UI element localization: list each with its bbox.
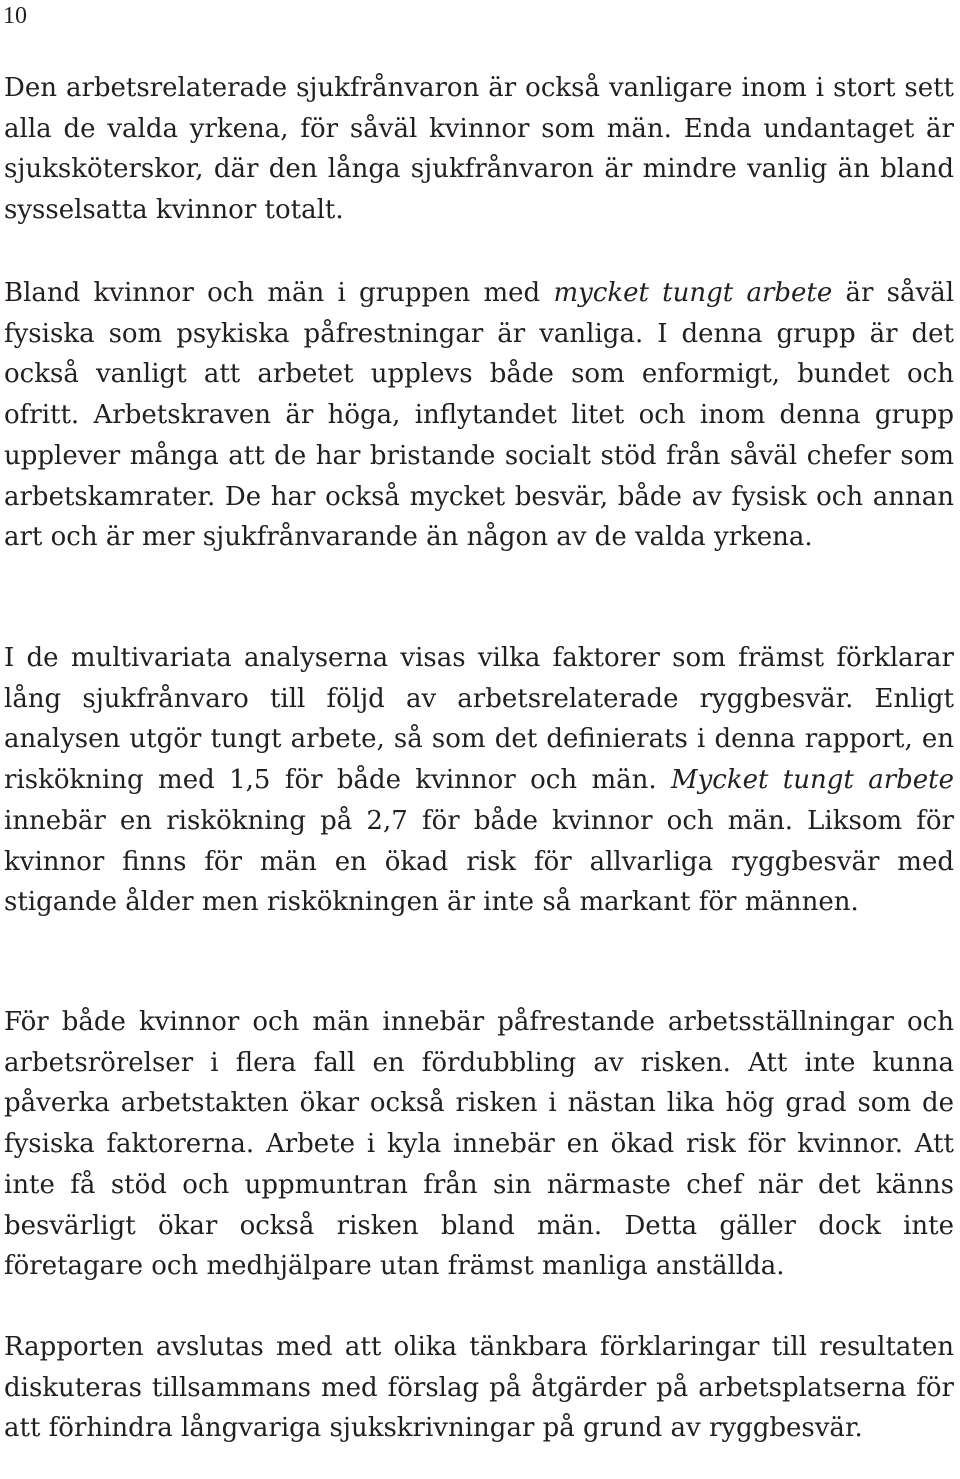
paragraph-1-text: Den arbetsrelaterade sjukfrånvaron är också vanligare inom i stort sett alla de valda yrkena, för såväl kvinnor som män. Enda undantaget är sjuksköterskor, där den långa sjukfrånvaron är mindre vanlig än bland sysselsatta kvinnor totalt. <box>4 73 954 226</box>
paragraph-4-text: För både kvinnor och män innebär påfrestande arbetsställningar och arbetsrörelser i flera fall en fördubbling av risken. Att inte kunna påverka arbetstakten ökar också risken i nästan lika hög grad som de fysiska faktorerna. Arbete i kyla innebär en ökad risk för kvinnor. Att inte få stöd och uppmuntran från sin närmaste chef när det känns besvärligt ökar också risken bland män. Detta gäller dock inte företagare och medhjälpare utan främst manliga anställda. <box>4 1007 954 1282</box>
paragraph-4 <box>4 1002 954 1287</box>
paragraph-5 <box>4 1327 954 1449</box>
paragraph-3 <box>4 638 954 923</box>
paragraph-2 <box>4 273 954 558</box>
paragraph-5-text: Rapporten avslutas med att olika tänkbara förklaringar till resultaten diskuteras tillsammans med förslag på åtgärder på arbetsplatserna för att förhindra långvariga sjukskrivningar på grund av ryggbesvär. <box>4 1332 954 1444</box>
paragraph-2-text-before: Bland kvinnor och män i gruppen med <box>4 278 554 308</box>
paragraph-3-text-before: I de multivariata analyserna visas vilka faktorer som främst förklarar lång sjukfrånvaro till följd av arbetsrelaterade ryggbesvär. Enligt analysen utgör tungt arbete, så som det definierats i denna rapport, en riskökning med 1,5 för både kvinnor och män. <box>4 643 954 796</box>
paragraph-2-text-after: är såväl fysiska som psykiska påfrestningar är vanliga. I denna grupp är det också vanligt att arbetet upplevs både som enformigt, bundet och ofritt. Arbetskraven är höga, inflytandet litet och inom denna grupp upplever många att de har bristande socialt stöd från såväl chefer som arbetskamrater. De har också mycket besvär, både av fysisk och annan art och är mer sjukfrånvarande än någon av de valda yrkena. <box>4 278 955 553</box>
paragraph-3-text-after: innebär en riskökning på 2,7 för både kvinnor och män. Liksom för kvinnor finns för män en ökad risk för allvarliga ryggbesvär med stigande ålder men riskökningen är inte så markant för männen. <box>4 805 954 918</box>
paragraph-2-emphasis: mycket tungt arbete <box>553 278 833 308</box>
paragraph-3-emphasis: Mycket tungt arbete <box>670 765 954 796</box>
paragraph-1 <box>4 68 954 231</box>
page-number: 10 <box>3 3 27 29</box>
